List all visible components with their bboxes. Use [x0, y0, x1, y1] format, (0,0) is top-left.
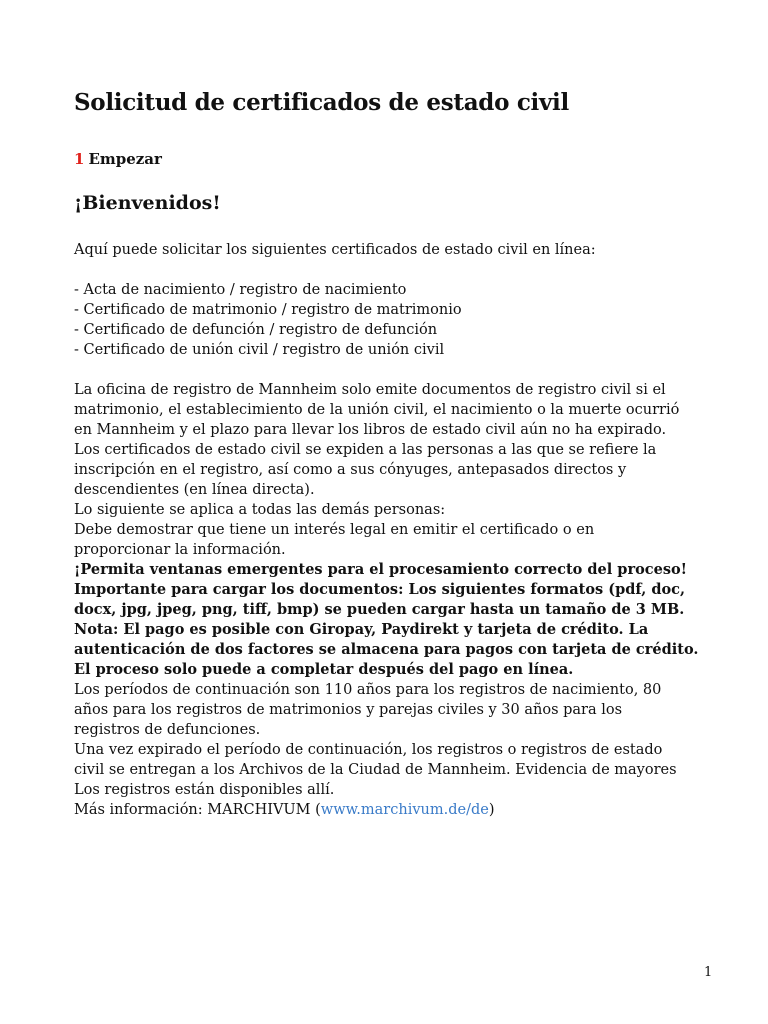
notice-line: autenticación de dos factores se almacena para pagos con tarjeta de crédito.: [74, 641, 699, 658]
notice-line: docx, jpg, jpeg, png, tiff, bmp) se pueden cargar hasta un tamaño de 3 MB.: [74, 601, 685, 618]
closing-line: civil se entregan a los Archivos de la Ciudad de Mannheim. Evidencia de mayores: [74, 762, 677, 778]
page-number: 1: [704, 965, 713, 980]
marchivum-link[interactable]: www.marchivum.de/de: [320, 802, 489, 818]
body-line: matrimonio, el establecimiento de la unión civil, el nacimiento o la muerte ocurrió: [74, 402, 680, 418]
closing-line: registros de defunciones.: [74, 722, 261, 738]
welcome-heading: ¡Bienvenidos!: [74, 192, 221, 214]
closing-line: años para los registros de matrimonios y parejas civiles y 30 años para los: [74, 702, 623, 718]
certificate-item: - Certificado de unión civil / registro de unión civil: [74, 342, 445, 358]
notice-line: El proceso solo puede a completar después del pago en línea.: [74, 661, 574, 678]
more-info-suffix: ): [488, 802, 495, 818]
body-line: Debe demostrar que tiene un interés legal en emitir el certificado o en: [74, 522, 595, 538]
notice-line: Importante para cargar los documentos: Los siguientes formatos (pdf, doc,: [74, 581, 686, 598]
certificate-item: - Certificado de defunción / registro de defunción: [74, 322, 438, 338]
step-number: 1: [74, 150, 85, 168]
body-line: inscripción en el registro, así como a sus cónyuges, antepasados directos y: [74, 462, 627, 478]
step-indicator: [74, 148, 162, 170]
body-line: proporcionar la información.: [74, 542, 286, 558]
certificate-item: - Acta de nacimiento / registro de nacimiento: [74, 282, 407, 298]
intro-paragraph: Aquí puede solicitar los siguientes certificados de estado civil en línea:: [74, 242, 596, 258]
closing-line: Los registros están disponibles allí.: [74, 782, 335, 798]
closing-line: Una vez expirado el período de continuación, los registros o registros de estado: [74, 742, 663, 758]
more-info-line: [74, 800, 714, 820]
body-text: [74, 240, 714, 820]
certificate-item: - Certificado de matrimonio / registro de matrimonio: [74, 302, 462, 318]
notice-line: Nota: El pago es posible con Giropay, Paydirekt y tarjeta de crédito. La: [74, 621, 649, 638]
step-label: Empezar: [88, 150, 162, 168]
body-line: Los certificados de estado civil se expiden a las personas a las que se refiere la: [74, 442, 657, 458]
body-line: en Mannheim y el plazo para llevar los libros de estado civil aún no ha expirado.: [74, 422, 667, 438]
body-line: Lo siguiente se aplica a todas las demás personas:: [74, 502, 446, 518]
notice-line: ¡Permita ventanas emergentes para el procesamiento correcto del proceso!: [74, 561, 688, 578]
more-info-prefix: Más información: MARCHIVUM (: [74, 802, 321, 818]
body-line: La oficina de registro de Mannheim solo emite documentos de registro civil si el: [74, 382, 666, 398]
closing-line: Los períodos de continuación son 110 años para los registros de nacimiento, 80: [74, 682, 662, 698]
body-line: descendientes (en línea directa).: [74, 482, 315, 498]
page-title: Solicitud de certificados de estado civil: [74, 89, 569, 116]
